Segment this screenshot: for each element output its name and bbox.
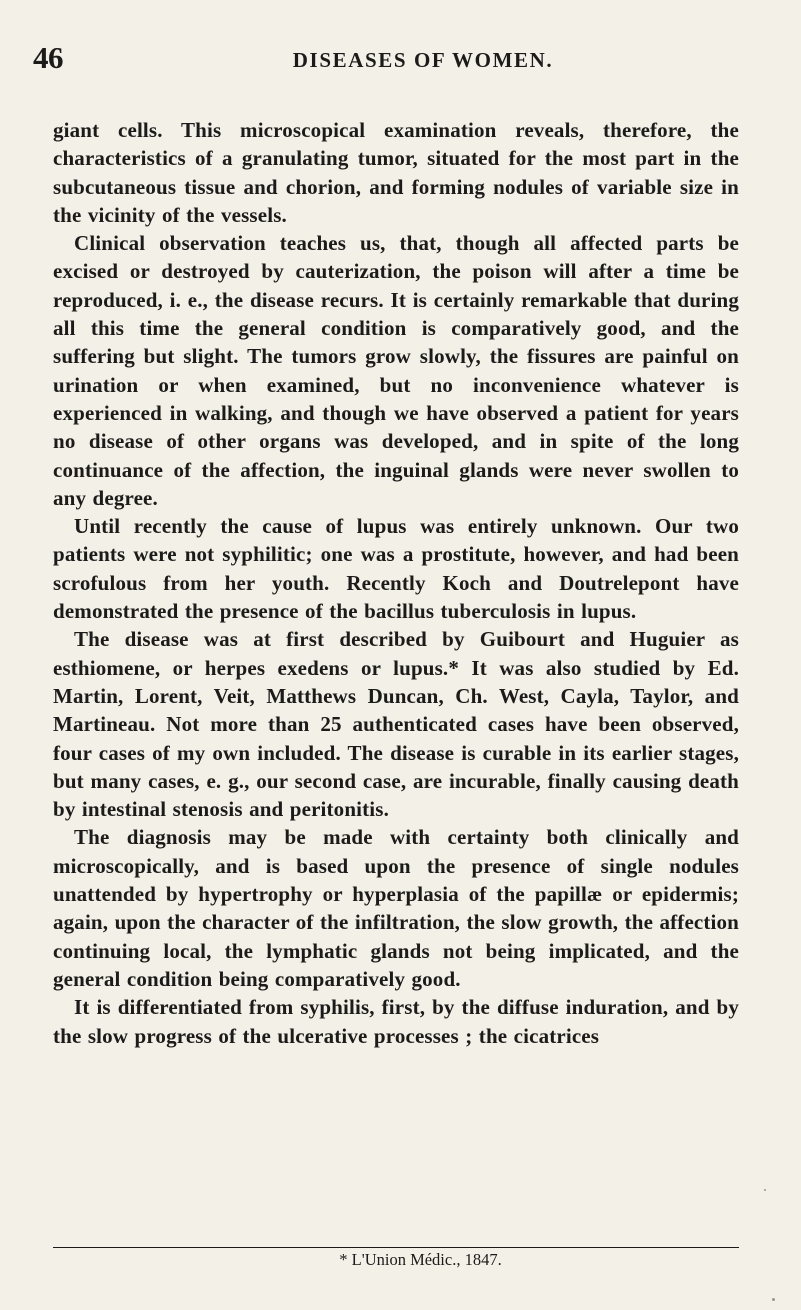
paper-speck (764, 1189, 766, 1191)
paragraph: Until recently the cause of lupus was entirely unknown. Our two patients were not syphilitic; one was a prostitute, however, and had been scrofulous from her youth. Recently Koch and Doutrelepont have demonstrated the presence of the bacillus tuberculosis in lupus. (53, 514, 739, 624)
body-text (53, 116, 739, 1050)
paragraph: The diagnosis may be made with certainty both clinically and microscopically, and is based upon the presence of single nodules unattended by hypertrophy or hyperplasia of the papillæ or epidermis; again, upon the character of the infiltration, the slow growth, the affection continuing local, the lymphatic glands not being implicated, and the general condition being comparatively good. (53, 825, 739, 991)
running-head: DISEASES OF WOMEN. (292, 48, 554, 72)
paragraph: It is differentiated from syphilis, first, by the diffuse induration, and by the slow progress of the ulcerative processes ; the cicatrices (53, 995, 739, 1048)
paper-speck (772, 1298, 775, 1301)
page-number: 46 (33, 40, 63, 75)
paragraph: Clinical observation teaches us, that, though all affected parts be excised or destroyed by cauterization, the poison will after a time be reproduced, i. e., the disease recurs. It is certainly remarkable that during all this time the general condition is comparatively good, and the suffering but slight. The tumors grow slowly, the fissures are painful on urination or when examined, but no inconvenience whatever is experienced in walking, and though we have observed a patient for years no disease of other organs was developed, and in spite of the long continuance of the affection, the inguinal glands were never swollen to any degree. (53, 231, 739, 510)
paragraph-continued: giant cells. This microscopical examination reveals, therefore, the characteristics of a granulating tumor, situated for the most part in the subcutaneous tissue and chorion, and forming nodules of variable size in the vicinity of the vessels. (53, 118, 739, 227)
footnote-rule (53, 1247, 739, 1248)
paragraph: The disease was at first described by Guibourt and Huguier as esthiomene, or herpes exedens or lupus.* It was also studied by Ed. Martin, Lorent, Veit, Matthews Duncan, Ch. West, Cayla, Taylor, and Martineau. Not more than 25 authenticated cases have been observed, four cases of my own included. The disease is curable in its earlier stages, but many cases, e. g., our second case, are incurable, finally causing death by intestinal stenosis and peritonitis. (53, 627, 739, 822)
page-header (33, 40, 773, 84)
footnote: * L'Union Médic., 1847. (339, 1250, 502, 1269)
